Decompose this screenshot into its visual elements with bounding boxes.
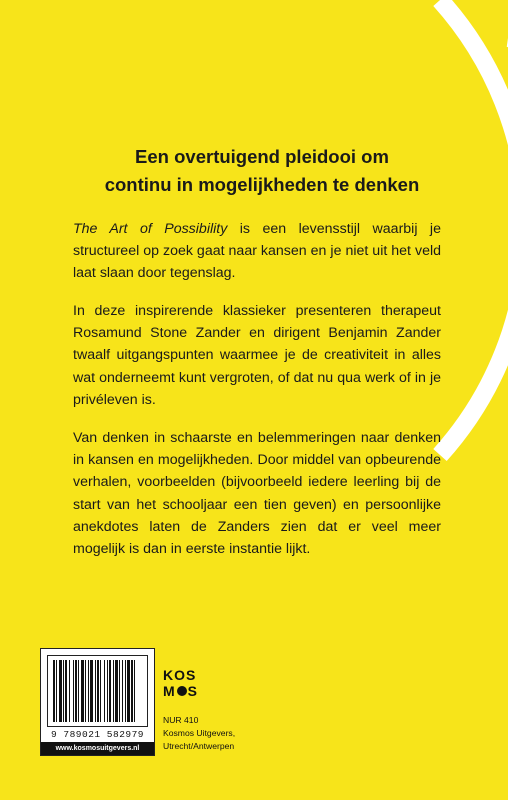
barcode-bar xyxy=(97,660,99,722)
headline-line-2: continu in mogelijkheden te denken xyxy=(104,174,420,195)
paragraph-2: In deze inspirerende klassieker presenteren therapeut Rosamund Stone Zander en dirigent Benjamin Zander twaalf uitgangspunten waarmee je de creativiteit in alles wat onderneemt kunt vergroten, of dat nu qua werk of in je privéleven is. xyxy=(73,303,441,408)
logo-line-1: KOS xyxy=(163,667,197,683)
barcode-bar xyxy=(100,660,101,722)
logo-letter-m: M xyxy=(163,683,176,699)
paragraph-1-text: is een levensstijl waarbij je structureel op zoek gaat naar kansen en je niet uit het veld laat slaan door tegenslag. xyxy=(73,221,441,282)
logo-letter-s: S xyxy=(187,683,199,699)
publisher-name: Kosmos Uitgevers, xyxy=(163,728,236,738)
barcode-bar xyxy=(78,660,79,722)
isbn-number: 9 789021 582979 xyxy=(50,729,144,740)
barcode-bar xyxy=(125,660,126,722)
barcode-bar xyxy=(131,660,133,722)
headline xyxy=(62,143,462,199)
barcode-bar xyxy=(122,660,123,722)
barcode-frame xyxy=(47,655,148,727)
barcode-image xyxy=(52,660,145,722)
barcode-bar xyxy=(81,660,84,722)
barcode-bar xyxy=(56,660,57,722)
paragraph-1 xyxy=(73,218,441,285)
barcode-bar xyxy=(109,660,111,722)
barcode-bar xyxy=(59,660,62,722)
publisher-info xyxy=(163,714,235,753)
barcode-bar xyxy=(69,660,70,722)
publisher-city: Utrecht/Antwerpen xyxy=(163,741,235,751)
outer-arc xyxy=(440,0,508,455)
barcode-bar xyxy=(134,660,135,722)
barcode-bar xyxy=(104,660,105,722)
publisher-url: www.kosmosuitgevers.nl xyxy=(41,742,154,755)
barcode-bar xyxy=(119,660,120,722)
barcode-bar xyxy=(95,660,96,722)
barcode-bar xyxy=(63,660,64,722)
barcode-bar xyxy=(90,660,93,722)
barcode-bar xyxy=(88,660,89,722)
headline-line-1: Een overtuigend pleidooi om xyxy=(135,146,389,167)
logo-dot-icon xyxy=(177,686,187,696)
book-title: The Art of Possibility xyxy=(73,221,228,237)
barcode-bar xyxy=(107,660,108,722)
barcode-bar xyxy=(85,660,86,722)
barcode-box xyxy=(40,648,155,756)
barcode-bar xyxy=(65,660,67,722)
paragraph-3: Van denken in schaarste en belemmeringen naar denken in kansen en mogelijkheden. Door middel van opbeurende verhalen, voorbeelden (bijvoorbeeld iedere leerling bij de start van het schooljaar een tien geven) en persoonlijke anekdotes laten de Zanders zien dat er veel meer mogelijk is dan in eerste instantie lijkt. xyxy=(73,430,441,558)
barcode-bar xyxy=(73,660,74,722)
barcode-bar xyxy=(53,660,55,722)
barcode-bar xyxy=(113,660,114,722)
barcode-bar xyxy=(127,660,130,722)
nur-code: NUR 410 xyxy=(163,715,199,725)
barcode-bar xyxy=(75,660,77,722)
logo-line-2 xyxy=(163,683,201,699)
barcode-bar xyxy=(115,660,118,722)
kosmos-logo xyxy=(163,667,201,699)
